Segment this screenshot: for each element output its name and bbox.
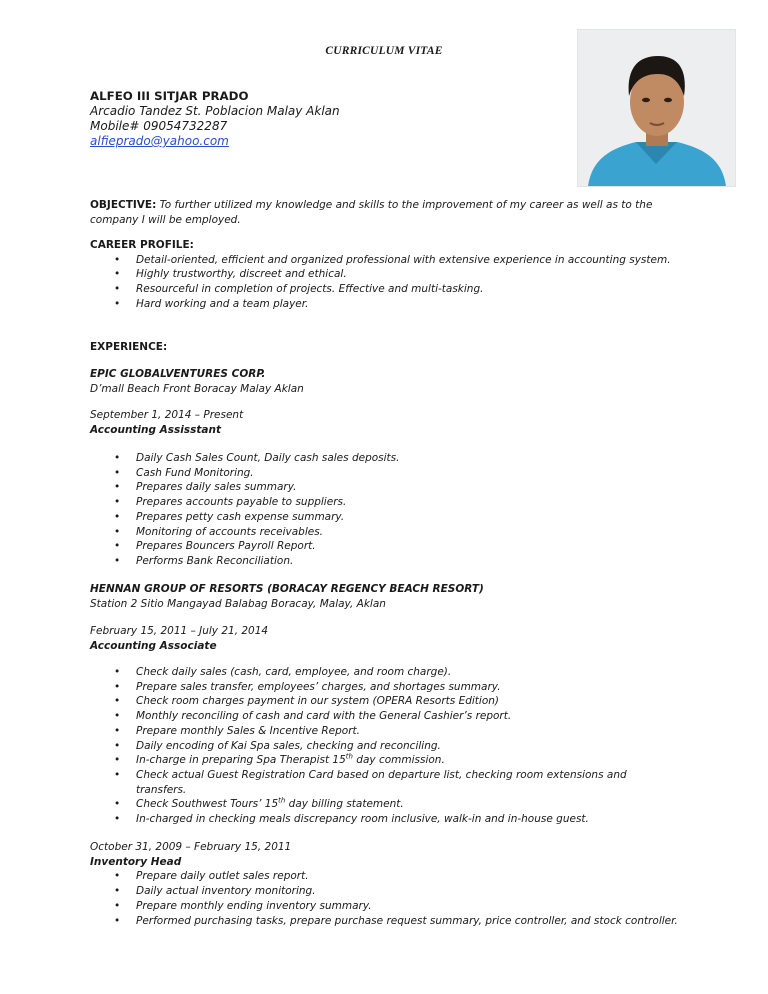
job-epic-duties xyxy=(90,451,680,569)
contact-section xyxy=(90,89,680,149)
job-dates: February 15, 2011 – July 21, 2014 xyxy=(90,625,269,637)
list-item: • Performs Bank Reconciliation. xyxy=(90,554,680,569)
email-link[interactable]: alfieprado@yahoo.com xyxy=(90,134,229,149)
company-location: D’mall Beach Front Boracay Malay Aklan xyxy=(90,382,304,395)
job-position: Inventory Head xyxy=(90,855,182,868)
objective-section xyxy=(90,198,680,227)
job-epic-role xyxy=(90,408,680,437)
experience-label: EXPERIENCE: xyxy=(90,341,168,353)
list-item: • Monitoring of accounts receivables. xyxy=(90,525,680,540)
list-item: • Prepares daily sales summary. xyxy=(90,480,680,495)
list-item: • Check room charges payment in our system (OPERA Resorts Edition) xyxy=(90,694,680,709)
list-item: • Prepare sales transfer, employees’ charges, and shortages summary. xyxy=(90,680,680,695)
job-position: Accounting Associate xyxy=(90,639,217,652)
list-item: • Prepare monthly ending inventory summary. xyxy=(90,899,680,914)
address: Arcadio Tandez St. Poblacion Malay Aklan xyxy=(90,103,340,118)
company-name: HENNAN GROUP OF RESORTS (BORACAY REGENCY BEACH RESORT) xyxy=(90,583,484,595)
job-hennan-duties xyxy=(90,665,680,827)
company-name: EPIC GLOBALVENTURES CORP. xyxy=(90,368,266,380)
company-location: Station 2 Sitio Mangayad Balabag Boracay, Malay, Aklan xyxy=(90,597,386,610)
job-dates: September 1, 2014 – Present xyxy=(90,409,244,421)
list-item: • Prepares Bouncers Payroll Report. xyxy=(90,539,680,554)
list-item: • Cash Fund Monitoring. xyxy=(90,466,680,481)
list-item: • Resourceful in completion of projects. Effective and multi-tasking. xyxy=(90,282,680,297)
list-item: • Monthly reconciling of cash and card with the General Cashier’s report. xyxy=(90,709,680,724)
list-item: • Check Southwest Tours’ 15th day billing statement. xyxy=(90,797,680,812)
career-profile-label: CAREER PROFILE: xyxy=(90,239,194,251)
list-item: • In-charge in preparing Spa Therapist 15th day commission. xyxy=(90,753,680,768)
list-item: • Performed purchasing tasks, prepare purchase request summary, price controller, and stock controller. xyxy=(90,914,680,929)
document-title: CURRICULUM VITAE xyxy=(325,45,443,57)
list-item: • Daily actual inventory monitoring. xyxy=(90,884,680,899)
list-item: • Highly trustworthy, discreet and ethical. xyxy=(90,267,680,282)
list-item: • Prepare monthly Sales & Incentive Report. xyxy=(90,724,680,739)
objective-label: OBJECTIVE: xyxy=(90,199,157,211)
job-inventory-head xyxy=(90,840,680,928)
job-hennan-role xyxy=(90,624,680,653)
career-profile-section xyxy=(90,238,680,312)
list-item: • Prepares petty cash expense summary. xyxy=(90,510,680,525)
job-hennan-group xyxy=(90,582,680,611)
list-item: • Prepare daily outlet sales report. xyxy=(90,869,680,884)
list-item: • Detail-oriented, efficient and organized professional with extensive experience in accounting system. xyxy=(90,253,680,268)
list-item: • Daily Cash Sales Count, Daily cash sales deposits. xyxy=(90,451,680,466)
list-item: • Prepares accounts payable to suppliers. xyxy=(90,495,680,510)
list-item: • Daily encoding of Kai Spa sales, checking and reconciling. xyxy=(90,739,680,754)
job-dates: October 31, 2009 – February 15, 2011 xyxy=(90,841,292,853)
mobile-number: Mobile# 09054732287 xyxy=(90,118,228,133)
job-position: Accounting Assisstant xyxy=(90,423,222,436)
list-item: • Check daily sales (cash, card, employee, and room charge). xyxy=(90,665,680,680)
applicant-name: ALFEO III SITJAR PRADO xyxy=(90,89,249,103)
list-item: • Check actual Guest Registration Card based on departure list, checking room extensions and transfers. xyxy=(90,768,680,797)
job-epic-globalventures xyxy=(90,367,680,396)
list-item: • In-charged in checking meals discrepancy room inclusive, walk-in and in-house guest. xyxy=(90,812,680,827)
list-item: • Hard working and a team player. xyxy=(90,297,680,312)
objective-text: To further utilized my knowledge and skills to the improvement of my career as well as to the company I will be employed. xyxy=(90,199,653,226)
